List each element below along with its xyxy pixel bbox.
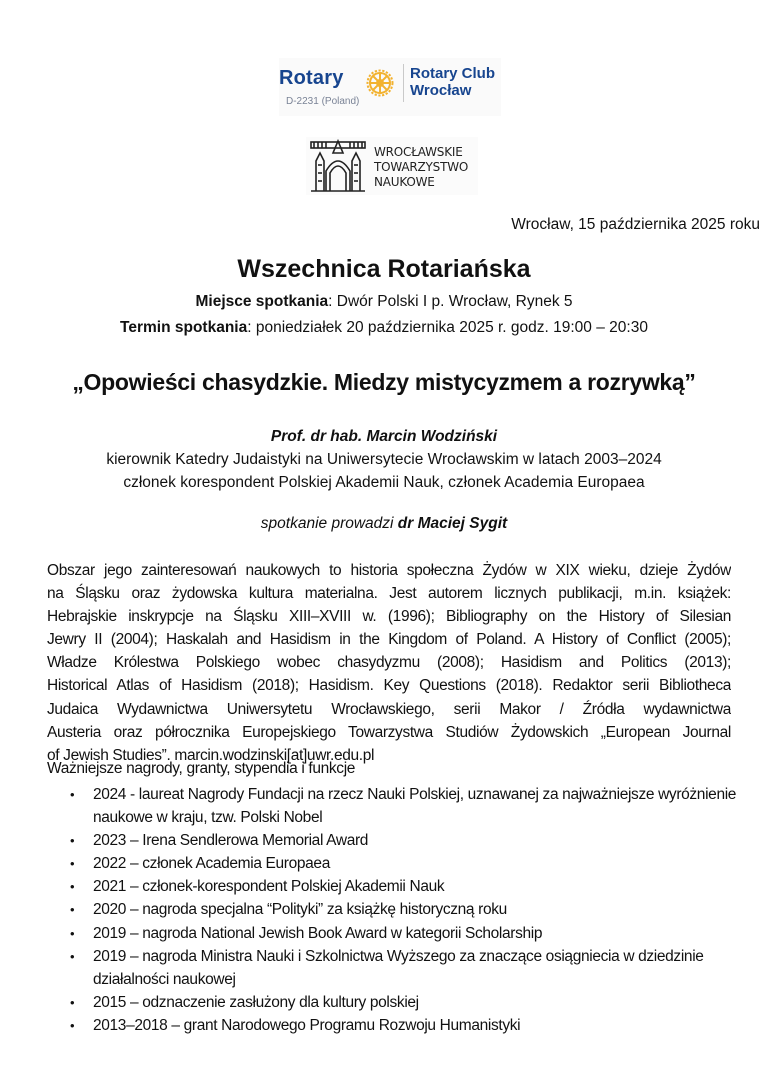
awards-heading: Ważniejsze nagrody, granty, stypendia i funkcje <box>47 760 356 777</box>
bullet-icon: • <box>70 925 75 941</box>
meeting-time: Termin spotkania: poniedziałek 20 października 2025 r. godz. 19:00 – 20:30 <box>120 319 648 336</box>
bio-line: Judaica Wydawnictwa Uniwersytetu Wrocławskiego, serii Makor / Źródła wydawnictwa <box>47 700 731 718</box>
lecture-title: „Opowieści chasydzkie. Miedzy mistycyzmem a rozrywką” <box>72 369 696 395</box>
bullet-icon: • <box>70 856 75 872</box>
rotary-club-logo <box>279 58 501 116</box>
rotary-wordmark: Rotary <box>279 67 344 89</box>
moderator-line: spotkanie prowadzi dr Maciej Sygit <box>260 515 508 532</box>
logo-divider <box>403 64 404 102</box>
bullet-icon: • <box>70 1017 75 1033</box>
award-item: • 2019 – nagroda Ministra Nauki i Szkolnictwa Wyższego za znaczące osiągniecia w dziedzinie działalności naukowej <box>47 945 747 991</box>
wtn-logo <box>306 137 478 195</box>
bio-line: Hebrajskie inskrypcje na Śląsku XIII–XVIII w. (1996); Bibliography on the History of Silesian <box>47 608 731 626</box>
bullet-icon: • <box>70 948 75 964</box>
bio-line: Austeria oraz półrocznika Europejskiego Towarzystwa Studiów Żydowskich „European Journal <box>47 723 731 741</box>
bio-line: Historical Atlas of Hasidism (2018); Hasidism. Key Questions (2018). Redaktor serii Bibliotheca <box>47 677 731 695</box>
bio-line: Władze Królestwa Polskiego wobec chasydyzmu (2008); Hasidism and Politics (2013); <box>47 654 731 672</box>
speaker-name: Prof. dr hab. Marcin Wodziński <box>270 428 498 445</box>
awards-list <box>47 783 747 1037</box>
award-item: • 2020 – nagroda specjalna “Polityki” za książkę historyczną roku <box>47 898 747 921</box>
bio-line: na Śląsku oraz żydowska kultura materialna. Jest autorem licznych publikacji, m.in. książek: <box>47 585 731 603</box>
speaker-role-2: członek korespondent Polskiej Akademii Nauk, członek Academia Europaea <box>123 474 645 491</box>
page-title: Wszechnica Rotariańska <box>237 255 531 283</box>
gothic-gate-icon <box>308 139 368 193</box>
bio-line: Jewry II (2004); Haskalah and Hasidism in the Kingdom of Poland. A History of Conflict (2005); <box>47 631 731 649</box>
award-item: • 2024 - laureat Nagrody Fundacji na rzecz Nauki Polskiej, uznawanej za najważniejsze wyróżnienie naukowe w kraju, tzw. Polski Nobel <box>47 783 747 829</box>
award-item: • 2015 – odznaczenie zasłużony dla kultury polskiej <box>47 991 747 1014</box>
bullet-icon: • <box>70 994 75 1010</box>
bio-line: Obszar jego zainteresowań naukowych to historia społeczna Żydów w XIX wieku, dzieje Żydów <box>47 562 731 579</box>
rotary-club-name: Rotary Club Wrocław <box>410 65 496 99</box>
award-item: • 2019 – nagroda National Jewish Book Award w kategorii Scholarship <box>47 922 747 945</box>
award-item: • 2022 – członek Academia Europaea <box>47 852 747 875</box>
rotary-district: D-2231 (Poland) <box>286 96 360 107</box>
wtn-name: WROCŁAWSKIE TOWARZYSTWO NAUKOWE <box>374 145 469 189</box>
speaker-bio <box>47 559 731 767</box>
bio-line-email: of Jewish Studies”. marcin.wodzinski[at]uwr.edu.pl <box>47 746 375 764</box>
bullet-icon: • <box>70 902 75 918</box>
award-item: • 2021 – członek-korespondent Polskiej Akademii Nauk <box>47 875 747 898</box>
bullet-icon: • <box>70 879 75 895</box>
speaker-role-1: kierownik Katedry Judaistyki na Uniwersytecie Wrocławskim w latach 2003–2024 <box>106 451 662 468</box>
award-item: • 2023 – Irena Sendlerowa Memorial Award <box>47 829 747 852</box>
award-item: • 2013–2018 – grant Narodowego Programu Rozwoju Humanistyki <box>47 1014 747 1037</box>
letter-date: Wrocław, 15 października 2025 roku <box>511 216 760 233</box>
meeting-place: Miejsce spotkania: Dwór Polski I p. Wrocław, Rynek 5 <box>195 293 573 310</box>
bullet-icon: • <box>70 787 75 802</box>
rotary-wheel-icon <box>364 67 396 99</box>
bullet-icon: • <box>70 833 75 849</box>
